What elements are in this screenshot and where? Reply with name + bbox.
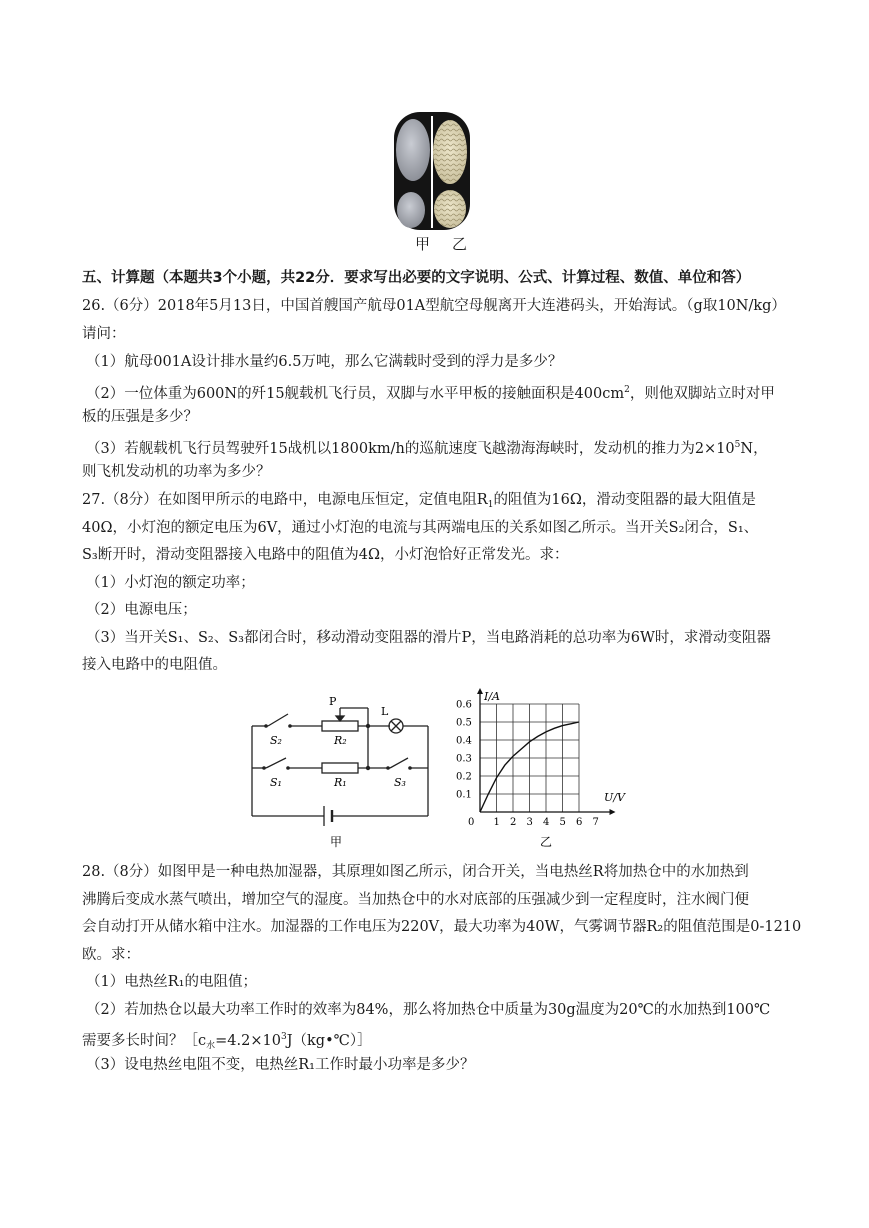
y-axis-arrow	[477, 688, 483, 694]
q26-part-2b: 板的压强是多少？	[82, 409, 198, 425]
x-axis-arrow	[610, 809, 616, 815]
section-heading: 五、计算题（本题共3个小题，共22分．要求写出必要的文字说明、公式、计算过程、数值、单位和答）	[82, 270, 751, 286]
q28-part-1: （1）电热丝R₁的电阻值；	[86, 974, 257, 990]
x-tick-label: 2	[510, 817, 517, 828]
y-tick-label: 0.4	[456, 735, 472, 747]
resistor-r2	[322, 721, 358, 731]
q27-line-1	[82, 490, 756, 515]
circuit-label-s3: S₃	[394, 776, 406, 789]
q28-part-2b-subscript: 水	[206, 1041, 216, 1051]
x-tick-label: 1	[493, 817, 500, 828]
q26-line-2: 请问：	[82, 326, 126, 342]
q28-part-2a: （2）若加热仓以最大功率工作时的效率为84%，那么将加热仓中质量为30g温度为20℃的水加热到100℃	[86, 1002, 771, 1018]
circuit-label-s2: S₂	[270, 734, 282, 747]
q28-line-1: 28.（8分）如图甲是一种电热加湿器，其原理如图乙所示，闭合开关，当电热丝R将加热仓中的水加热到	[82, 864, 749, 880]
circuit-figure-label: 甲	[330, 835, 343, 849]
q27-part-1: （1）小灯泡的额定功率；	[86, 575, 255, 591]
shoe-figure-label-left: 甲	[415, 235, 431, 253]
circuit-diagram	[240, 692, 440, 852]
q26-part-1: （1）航母001A设计排水量约6.5万吨，那么它满载时受到的浮力是多少？	[86, 354, 563, 370]
q27-line-1-subscript: 1	[487, 500, 494, 510]
q26-part-3a-text: （3）若舰载机飞行员驾驶歼15战机以1800km/h的巡航速度飞越渤海海峡时，发动机的推力为2×10	[86, 441, 735, 457]
chart-ticks	[456, 700, 599, 829]
q26-part-2a-exponent: 2	[624, 385, 630, 395]
q28-line-3: 会自动打开从储水箱中注水。加湿器的工作电压为220V，最大功率为40W，气雾调节器R₂的阻值范围是0-1210	[82, 919, 802, 935]
chart-figure-label: 乙	[540, 835, 553, 849]
y-tick-label: 0.5	[456, 717, 472, 729]
switch-s1-blade	[266, 758, 286, 768]
q26-part-3a-exponent: 5	[734, 440, 741, 450]
q28-part-2b-exponent: 3	[280, 1032, 287, 1042]
q28-part-2b-tail: J（kg•℃）］	[286, 1033, 372, 1049]
q28-part-2b-text: 需要多长时间？［c	[82, 1033, 207, 1049]
y-tick-label: 0.6	[456, 699, 472, 711]
circuit-label-l: L	[381, 705, 389, 718]
q26-part-2a	[86, 380, 775, 404]
q26-part-3a	[86, 435, 768, 459]
y-tick-label: 0.3	[456, 753, 472, 765]
q27-part-2: （2）电源电压；	[86, 602, 197, 618]
q26-line-1: 26.（6分）2018年5月13日，中国首艘国产航母01A型航空母舰离开大连港码头，开始海试。（g取10N/kg）	[82, 298, 786, 314]
q26-part-2a-tail: ，则他双脚站立时对甲	[629, 386, 775, 402]
circuit-label-s1: S₁	[270, 776, 282, 789]
switch-s2-blade	[268, 714, 288, 726]
x-tick-label: 5	[559, 817, 566, 828]
shoe-sole-image	[386, 112, 478, 242]
x-tick-label: 6	[576, 817, 583, 828]
q28-line-4: 欧。求：	[82, 947, 140, 963]
q26-part-3b: 则飞机发动机的功率为多少？	[82, 464, 271, 480]
chart-y-axis-label: I/A	[484, 690, 500, 703]
x-tick-label: 3	[526, 817, 533, 828]
q28-part-3: （3）设电热丝电阻不变，电热丝R₁工作时最小功率是多少？	[86, 1057, 475, 1073]
q27-part-3a: （3）当开关S₁、S₂、S₃都闭合时，移动滑动变阻器的滑片P，当电路消耗的总功率为6W时，求滑动变阻器	[86, 630, 771, 646]
q26-part-2a-text: （2）一位体重为600N的歼15舰载机飞行员，双脚与水平甲板的接触面积是400cm	[86, 386, 625, 402]
q27-line-2: 40Ω，小灯泡的额定电压为6V，通过小灯泡的电流与其两端电压的关系如图乙所示。当开关S₂闭合，S₁、	[82, 520, 759, 536]
circuit-label-r2: R₂	[334, 734, 347, 747]
q28-part-2b	[82, 1027, 372, 1056]
shoe-figure-label-right: 乙	[452, 235, 468, 253]
x-tick-label: 7	[592, 817, 599, 828]
q27-part-3b: 接入电路中的电阻值。	[82, 657, 227, 673]
q26-part-3a-tail: N，	[740, 441, 768, 457]
q27-line-1-text: 27.（8分）在如图甲所示的电路中，电源电压恒定，定值电阻R	[82, 492, 488, 508]
x-tick-label: 0	[468, 817, 475, 828]
shoe-sole-figure	[386, 112, 478, 242]
iu-chart	[450, 686, 640, 854]
y-tick-label: 0.1	[456, 789, 472, 801]
q28-line-2: 沸腾后变成水蒸气喷出，增加空气的湿度。当加热仓中的水对底部的压强减少到一定程度时，注水阀门便	[82, 892, 749, 908]
circuit-label-p: P	[329, 695, 337, 708]
q28-part-2b-mid: =4.2×10	[215, 1033, 281, 1049]
q27-line-1-tail: 的阻值为16Ω，滑动变阻器的最大阻值是	[493, 492, 756, 508]
resistor-r1	[322, 763, 358, 773]
x-tick-label: 4	[543, 817, 550, 828]
chart-x-axis-label: U/V	[604, 791, 625, 804]
q27-line-3: S₃断开时，滑动变阻器接入电路中的阻值为4Ω，小灯泡恰好正常发光。求：	[82, 547, 569, 563]
circuit-label-r1: R₁	[334, 776, 347, 789]
y-tick-label: 0.2	[456, 771, 472, 783]
switch-s3-blade	[390, 758, 408, 768]
chart-grid	[480, 704, 579, 812]
